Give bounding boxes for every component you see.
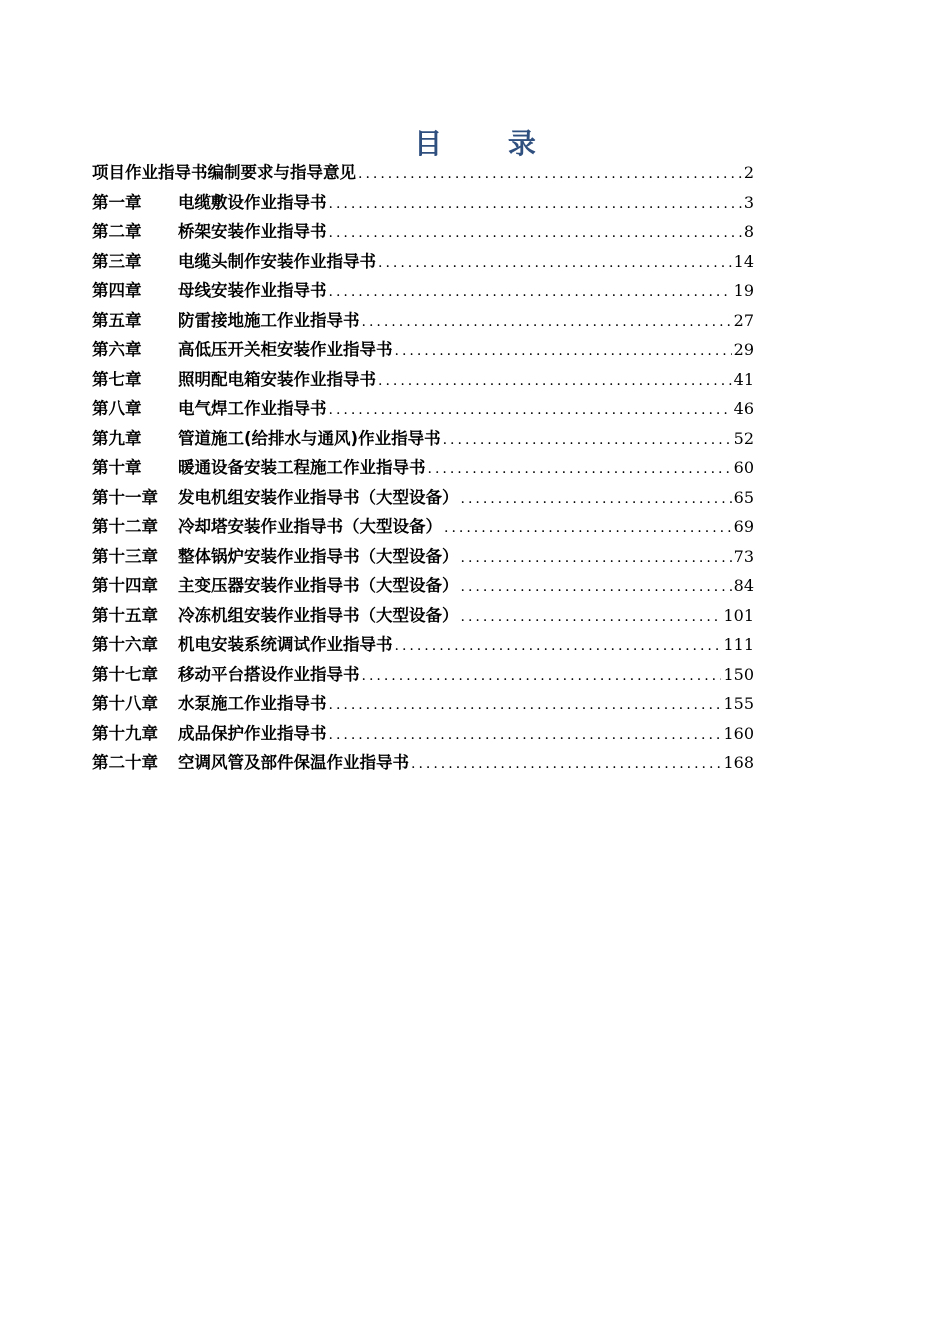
toc-leader-dots xyxy=(362,308,732,336)
toc-entry[interactable] xyxy=(92,247,754,277)
toc-leader-dots xyxy=(443,426,732,454)
toc-chapter-label: 第九章 xyxy=(92,428,142,448)
toc-leader-dots xyxy=(444,514,732,542)
toc-entry-title: 母线安装作业指导书 xyxy=(178,281,327,300)
toc-leader-dots xyxy=(461,485,732,513)
toc-chapter-label: 第四章 xyxy=(92,281,142,300)
toc-leader-dots xyxy=(362,662,722,690)
toc-entry-title: 电气焊工作业指导书 xyxy=(178,399,327,418)
toc-entry-title: 暖通设备安装工程施工作业指导书 xyxy=(178,458,426,477)
toc-entry-title: 移动平台搭设作业指导书 xyxy=(178,664,360,684)
toc-page-number: 73 xyxy=(733,546,754,566)
toc-page-number: 168 xyxy=(723,753,754,772)
toc-chapter-label: 第五章 xyxy=(92,310,142,330)
toc-page-number: 150 xyxy=(723,664,754,684)
toc-entry[interactable] xyxy=(92,601,754,631)
toc-chapter-label: 第十七章 xyxy=(92,664,158,684)
toc-entry-title: 冷却塔安装作业指导书（大型设备） xyxy=(178,517,442,536)
toc-chapter-label: 第二十章 xyxy=(92,753,158,772)
toc-entry-title: 管道施工(给排水与通风)作业指导书 xyxy=(178,428,441,448)
toc-entry-title: 水泵施工作业指导书 xyxy=(178,694,327,713)
toc-entry[interactable] xyxy=(92,394,754,424)
toc-page-number: 155 xyxy=(723,694,754,713)
toc-chapter-label: 第三章 xyxy=(92,251,142,271)
toc-leader-dots xyxy=(329,219,742,247)
toc-entry[interactable] xyxy=(92,689,754,719)
toc-page-number: 19 xyxy=(733,281,754,300)
toc-entry-title: 冷冻机组安装作业指导书（大型设备） xyxy=(178,605,459,625)
toc-page-number: 29 xyxy=(733,340,754,359)
toc-page-number: 69 xyxy=(733,517,754,536)
toc-chapter-label: 第七章 xyxy=(92,369,142,389)
toc-entry-title: 发电机组安装作业指导书（大型设备） xyxy=(178,487,459,507)
toc-chapter-label: 第十一章 xyxy=(92,487,158,507)
toc-page-number: 14 xyxy=(733,251,754,271)
toc-entry-title: 高低压开关柜安装作业指导书 xyxy=(178,340,393,359)
toc-page-number: 111 xyxy=(723,635,754,654)
toc-entry[interactable] xyxy=(92,365,754,395)
toc-entry[interactable] xyxy=(92,217,754,247)
toc-leader-dots xyxy=(378,249,732,277)
toc-entry[interactable] xyxy=(92,483,754,513)
toc-page-number: 160 xyxy=(723,723,754,743)
toc-leader-dots xyxy=(461,603,722,631)
toc-chapter-label: 第二章 xyxy=(92,222,142,241)
toc-chapter-label: 第十八章 xyxy=(92,694,158,713)
toc-chapter-label: 第十三章 xyxy=(92,546,158,566)
toc-leader-dots xyxy=(428,455,732,483)
table-of-contents xyxy=(92,158,754,778)
toc-page-number: 8 xyxy=(743,222,754,241)
toc-entry-title: 防雷接地施工作业指导书 xyxy=(178,310,360,330)
toc-page-number: 60 xyxy=(733,458,754,477)
toc-leader-dots xyxy=(461,573,732,601)
toc-leader-dots xyxy=(329,190,742,218)
toc-entry[interactable] xyxy=(92,424,754,454)
toc-entry[interactable] xyxy=(92,571,754,601)
toc-entry-title: 机电安装系统调试作业指导书 xyxy=(178,635,393,654)
toc-entry[interactable] xyxy=(92,542,754,572)
toc-leader-dots xyxy=(329,691,722,719)
toc-leader-dots xyxy=(461,544,732,572)
toc-chapter-label: 第八章 xyxy=(92,399,142,418)
toc-entry-title: 桥架安装作业指导书 xyxy=(178,222,327,241)
toc-leader-dots xyxy=(329,721,722,749)
toc-entry-title: 成品保护作业指导书 xyxy=(178,723,327,743)
toc-chapter-label: 第十六章 xyxy=(92,635,158,654)
toc-leader-dots xyxy=(329,396,732,424)
toc-leader-dots xyxy=(395,632,722,660)
toc-leader-dots xyxy=(395,337,732,365)
toc-leader-dots xyxy=(378,367,732,395)
toc-entry-title: 主变压器安装作业指导书（大型设备） xyxy=(178,576,459,595)
toc-page-number: 27 xyxy=(733,310,754,330)
toc-entry[interactable] xyxy=(92,306,754,336)
toc-entry[interactable] xyxy=(92,660,754,690)
toc-chapter-label: 第十四章 xyxy=(92,576,158,595)
toc-entry-title: 整体锅炉安装作业指导书（大型设备） xyxy=(178,546,459,566)
toc-entry-title: 照明配电箱安装作业指导书 xyxy=(178,369,376,389)
toc-leader-dots xyxy=(329,278,732,306)
toc-page-number: 41 xyxy=(733,369,754,389)
toc-leader-dots xyxy=(411,750,721,778)
toc-title: 目 录 xyxy=(414,127,564,160)
toc-chapter-label: 第十二章 xyxy=(92,517,158,536)
toc-entry[interactable] xyxy=(92,335,754,365)
toc-entry[interactable] xyxy=(92,512,754,542)
toc-page-number: 2 xyxy=(743,163,754,182)
toc-page-number: 101 xyxy=(723,605,754,625)
toc-entry[interactable] xyxy=(92,276,754,306)
toc-page-number: 52 xyxy=(733,428,754,448)
toc-entry[interactable] xyxy=(92,719,754,749)
toc-entry[interactable] xyxy=(92,748,754,778)
toc-entry-title: 项目作业指导书编制要求与指导意见 xyxy=(92,163,356,182)
toc-leader-dots xyxy=(358,160,742,188)
toc-entry-title: 电缆头制作安装作业指导书 xyxy=(178,251,376,271)
toc-chapter-label: 第一章 xyxy=(92,192,142,212)
toc-entry[interactable] xyxy=(92,188,754,218)
toc-entry-title: 电缆敷设作业指导书 xyxy=(178,192,327,212)
toc-page-number: 46 xyxy=(733,399,754,418)
toc-entry[interactable] xyxy=(92,453,754,483)
toc-entry[interactable] xyxy=(92,630,754,660)
toc-entry-title: 空调风管及部件保温作业指导书 xyxy=(178,753,409,772)
toc-chapter-label: 第十五章 xyxy=(92,605,158,625)
toc-chapter-label: 第十章 xyxy=(92,458,142,477)
toc-page-number: 84 xyxy=(733,576,754,595)
toc-page-number: 65 xyxy=(733,487,754,507)
toc-page-number: 3 xyxy=(743,192,754,212)
toc-entry[interactable] xyxy=(92,158,754,188)
toc-chapter-label: 第六章 xyxy=(92,340,142,359)
toc-chapter-label: 第十九章 xyxy=(92,723,158,743)
